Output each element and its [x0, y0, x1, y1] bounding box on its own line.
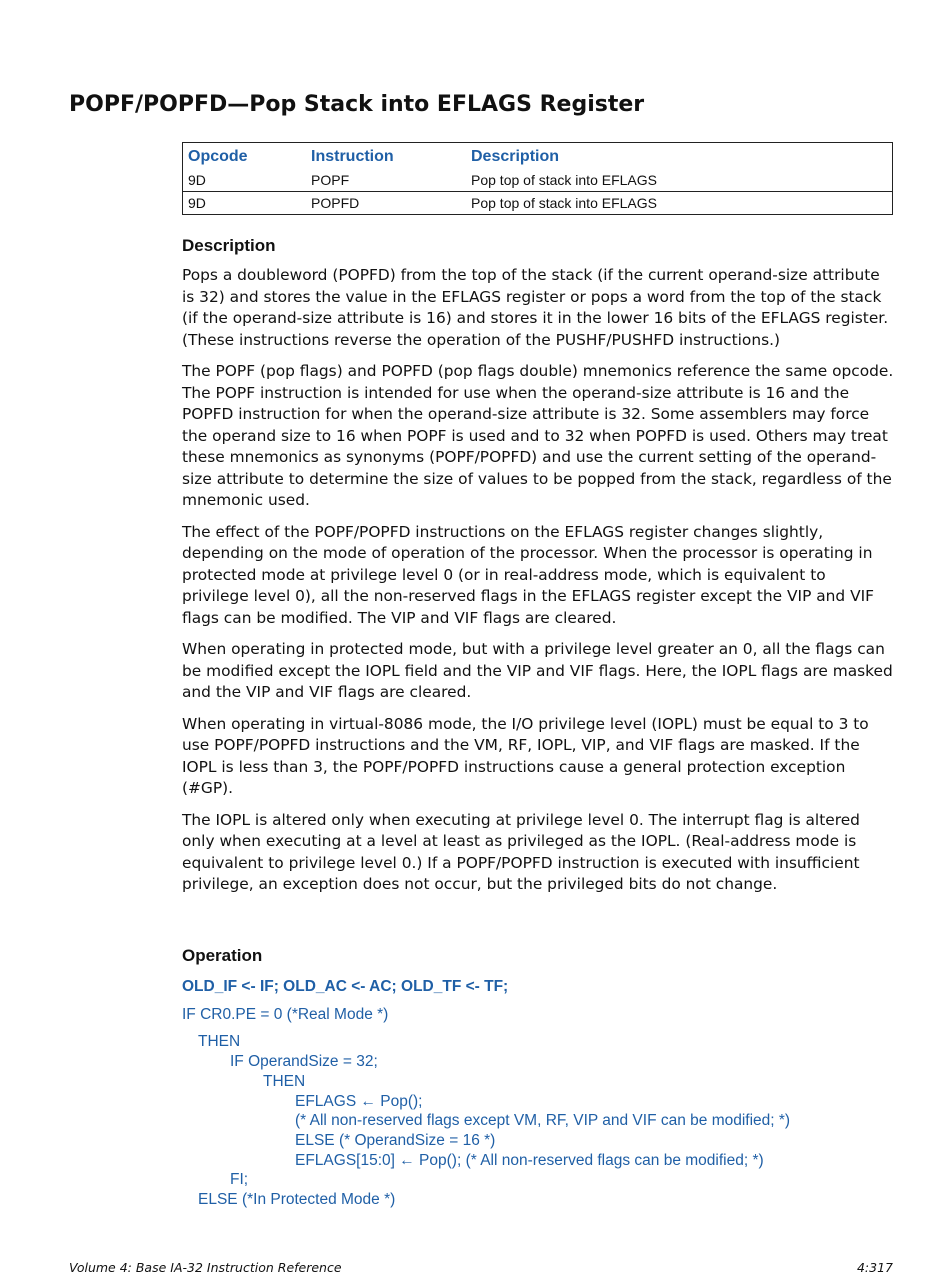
description-paragraph: The IOPL is altered only when executing at privilege level 0. The interrupt flag is altered only when executing at a level at least as privileged as the IOPL. (Real-address mode is equivalent to privilege level 0.) If a POPF/POPFD instruction is executed with insufficient privilege, an exception does not occur, but the privileged bits do not change. — [182, 810, 860, 893]
table-row — [183, 192, 893, 215]
description-paragraph: When operating in virtual-8086 mode, the I/O privilege level (IOPL) must be equal to 3 to use POPF/POPFD instructions and the VM, RF, IOPL, VIP, and VIF flags are masked. If the IOPL is less than 3, the POPF/POPFD instructions cause a general protection exception (#GP). — [182, 714, 869, 797]
opcode-cell: 9D — [188, 172, 206, 188]
code-line: (* All non-reserved flags except VM, RF, VIP and VIF can be modified; *) — [295, 1112, 791, 1129]
description-body — [182, 265, 894, 906]
description-paragraph: When operating in protected mode, but with a privilege level greater an 0, all the flags can be modified except the IOPL field and the VIP and VIF flags. Here, the IOPL flags are masked and the VIP and VIF flags are cleared. — [182, 640, 893, 701]
instruction-cell: POPFD — [306, 192, 466, 215]
column-header-description: Description — [471, 148, 560, 165]
code-line: FI; — [230, 1171, 249, 1188]
code-line: EFLAGS[15:0] ← Pop(); (* All non-reserved flags can be modified; *) — [295, 1152, 764, 1169]
footer-volume-title: Volume 4: Base IA-32 Instruction Reference — [69, 1260, 342, 1275]
instruction-cell: POPF — [311, 172, 350, 188]
description-paragraph: Pops a doubleword (POPFD) from the top of the stack (if the current operand-size attribute is 32) and stores the value in the EFLAGS register or pops a word from the top of the stack (if the operand-size attribute is 16) and stores it in the lower 16 bits of the EFLAGS register. (These instructions reverse the operation of the PUSHF/PUSHFD instructions.) — [182, 266, 889, 349]
code-line: THEN — [263, 1073, 306, 1090]
code-line: EFLAGS ← Pop(); — [295, 1093, 423, 1110]
code-line: THEN — [198, 1033, 241, 1050]
description-cell: Pop top of stack into EFLAGS — [471, 172, 657, 188]
column-header-instruction: Instruction — [311, 148, 394, 165]
code-line: ELSE (*In Protected Mode *) — [198, 1191, 396, 1208]
page-title: POPF/POPFD—Pop Stack into EFLAGS Register — [69, 92, 645, 117]
column-header-opcode: Opcode — [188, 148, 248, 165]
opcode-cell: 9D — [183, 192, 307, 215]
description-cell: Pop top of stack into EFLAGS — [466, 192, 893, 215]
table-header-row — [183, 143, 893, 170]
footer-page-number: 4:317 — [856, 1260, 893, 1275]
code-line: IF OperandSize = 32; — [230, 1053, 378, 1070]
code-line: OLD_IF <- IF; OLD_AC <- AC; OLD_TF <- TF; — [182, 978, 509, 995]
operation-heading: Operation — [182, 946, 263, 965]
code-line: ELSE (* OperandSize = 16 *) — [295, 1132, 496, 1149]
opcode-table — [182, 142, 893, 215]
table-row — [183, 169, 893, 192]
description-paragraph: The POPF (pop flags) and POPFD (pop flags double) mnemonics reference the same opcode. The POPF instruction is intended for use when the operand-size attribute is 16 and the POPFD instruction for when the operand-size attribute is 32. Some assemblers may force the operand size to 16 when POPF is used and to 32 when POPFD is used. Others may treat these mnemonics as synonyms (POPF/POPFD) and use the current setting of the operand-size attribute to determine the size of values to be popped from the stack, regardless of the mnemonic used. — [182, 362, 894, 509]
description-paragraph: The effect of the POPF/POPFD instructions on the EFLAGS register changes slightly, depending on the mode of operation of the processor. When the processor is operating in protected mode at privilege level 0 (or in real-address mode, which is equivalent to privilege level 0), all the non-reserved flags in the EFLAGS register except the VIP and VIF flags can be modified. The VIP and VIF flags are cleared. — [182, 522, 875, 627]
description-heading: Description — [182, 236, 276, 255]
code-line: IF CR0.PE = 0 (*Real Mode *) — [182, 1006, 389, 1023]
